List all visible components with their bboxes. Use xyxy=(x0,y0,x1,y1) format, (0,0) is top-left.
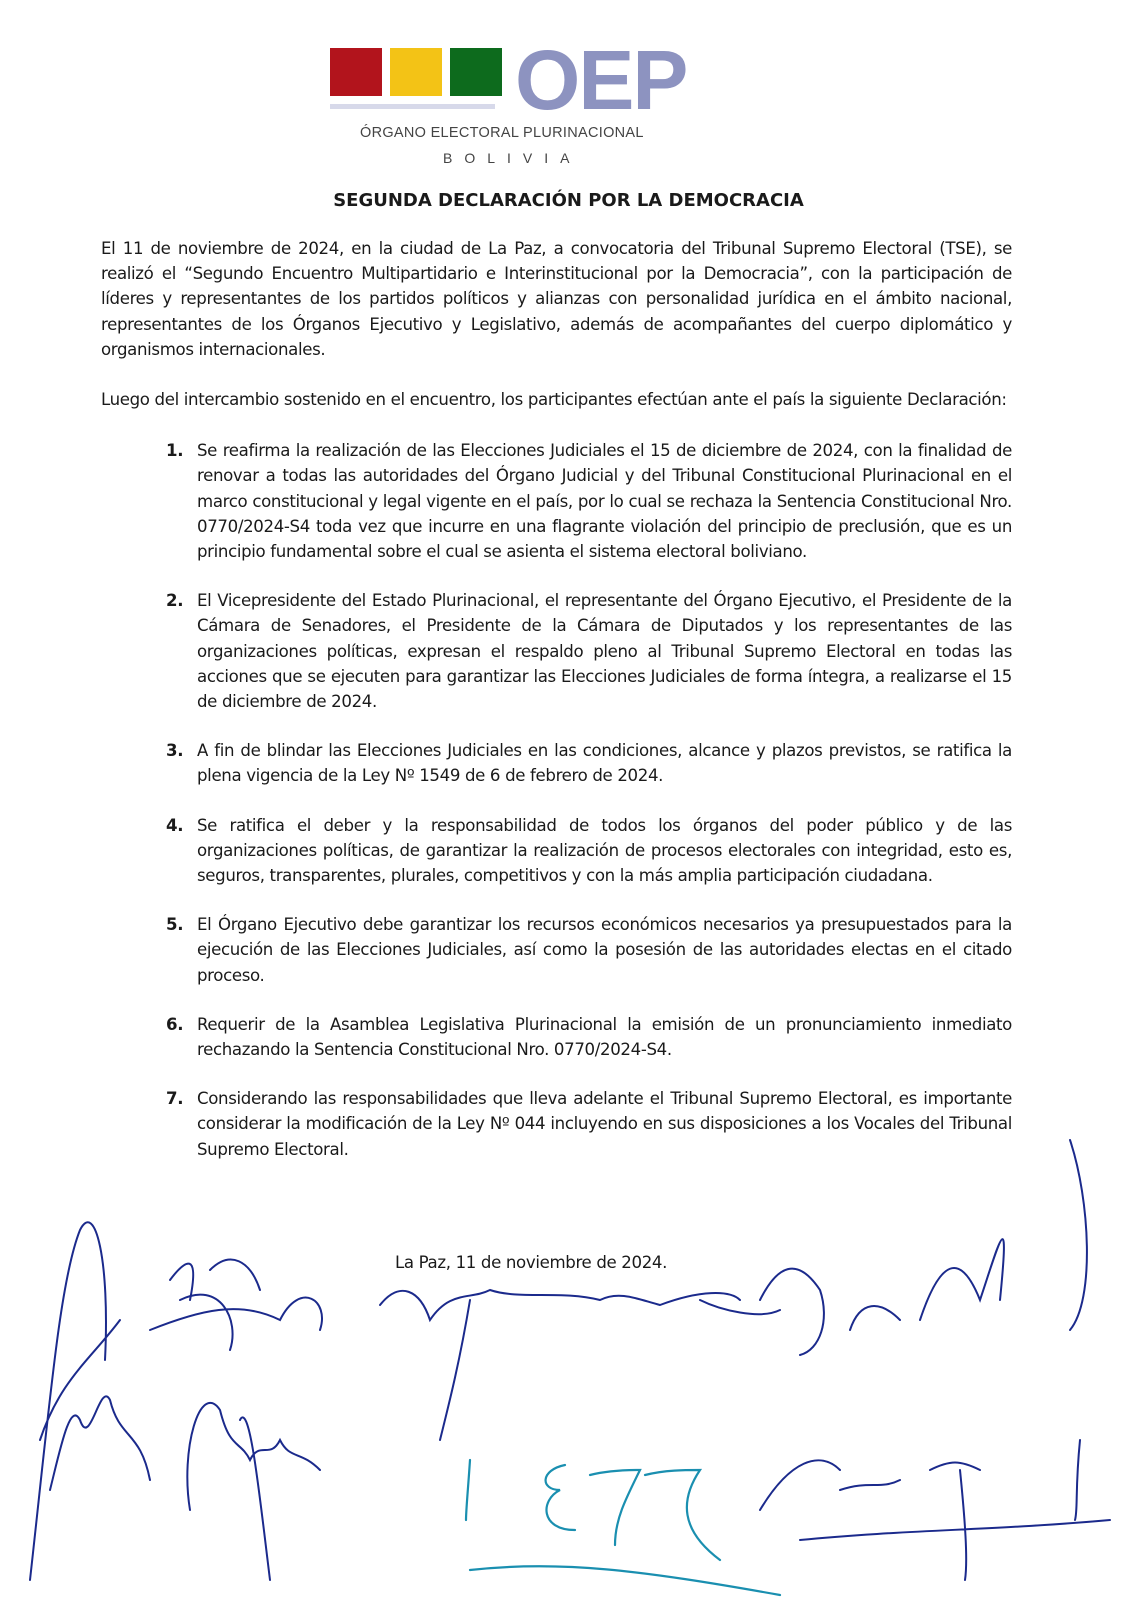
item-number: 4. xyxy=(166,815,184,835)
declaration-item xyxy=(166,912,1012,988)
item-number: 3. xyxy=(166,741,184,761)
document-body xyxy=(101,236,1012,1186)
signature-7 xyxy=(466,1460,780,1595)
declaration-item xyxy=(166,1086,1012,1162)
declaration-item xyxy=(166,588,1012,714)
country-name: BOLIVIA xyxy=(443,150,582,166)
oep-logo xyxy=(330,33,710,166)
signature-2 xyxy=(150,1295,322,1580)
logo-red-square xyxy=(330,48,382,96)
place-date: La Paz, 11 de noviembre de 2024. xyxy=(395,1253,668,1272)
logo-underline xyxy=(330,104,495,109)
signature-6 xyxy=(760,1440,1110,1580)
declaration-list xyxy=(101,438,1012,1162)
declaration-item xyxy=(166,438,1012,564)
item-text: Considerando las responsabilidades que lleva adelante el Tribunal Supremo Electoral, es importante considerar la modificación de la Ley Nº 044 incluyendo en sus disposiciones a los Vocales del Tribunal Supremo Electoral. xyxy=(197,1089,1012,1159)
logo-text: OEP xyxy=(515,33,687,127)
logo-green-square xyxy=(450,48,502,96)
item-text: Se ratifica el deber y la responsabilidad de todos los órganos del poder público y de las organizaciones políticas, de garantizar la realización de procesos electorales con integridad, esto es, seguros, transparentes, plurales, competitivos y con la más amplia participación ciudadana. xyxy=(197,815,1012,886)
logo-yellow-square xyxy=(390,48,442,96)
item-number: 1. xyxy=(166,441,184,461)
declaration-item xyxy=(166,813,1012,889)
intro-paragraph: El 11 de noviembre de 2024, en la ciudad de La Paz, a convocatoria del Tribunal Supremo Electoral (TSE), se realizó el “Segundo Encuentro Multipartidario e Interinstitucional por la Democracia”, con la participación de líderes y representantes de los partidos políticos y alianzas con personalidad jurídica en el ámbito nacional, representantes de los Órganos Ejecutivo y Legislativo, además de acompañantes del cuerpo diplomático y organismos internacionales. xyxy=(101,239,1012,359)
item-text: El Vicepresidente del Estado Plurinacional, el representante del Órgano Ejecutivo, el Presidente de la Cámara de Senadores, el Presidente de la Cámara de Diputados y los representantes de las organizaciones políticas, expresan el respaldo pleno al Tribunal Supremo Electoral en todas las acciones que se ejecuten para garantizar las Elecciones Judiciales de forma íntegra, a realizarse el 15 de diciembre de 2024. xyxy=(197,591,1012,712)
item-text: El Órgano Ejecutivo debe garantizar los recursos económicos necesarios ya presupuestados para la ejecución de las Elecciones Judiciales, así como la posesión de las autoridades electas en el citado proceso. xyxy=(197,915,1012,985)
item-text: Se reafirma la realización de las Elecciones Judiciales el 15 de diciembre de 2024, con la finalidad de renovar a todas las autoridades del Órgano Judicial y del Tribunal Constitucional Plurinacional en el marco constitucional y legal vigente en el país, por lo cual se rechaza la Sentencia Constitucional Nro. 0770/2024-S4 toda vez que incurre en una flagrante violación del principio de preclusión, que es un principio fundamental sobre el cual se asienta el sistema electoral boliviano. xyxy=(197,441,1012,562)
signature-4 xyxy=(380,1290,740,1440)
signature-3 xyxy=(170,1260,260,1300)
declaration-item xyxy=(166,738,1012,788)
document-title: SEGUNDA DECLARACIÓN POR LA DEMOCRACIA xyxy=(333,190,804,211)
signature-1 xyxy=(30,1222,150,1580)
declaration-item xyxy=(166,1012,1012,1062)
item-text: A fin de blindar las Elecciones Judiciales en las condiciones, alcance y plazos previstos, se ratifica la plena vigencia de la Ley Nº 1549 de 6 de febrero de 2024. xyxy=(197,741,1012,786)
item-number: 5. xyxy=(166,915,184,935)
item-number: 7. xyxy=(166,1089,184,1109)
item-text: Requerir de la Asamblea Legislativa Plurinacional la emisión de un pronunciamiento inmediato rechazando la Sentencia Constitucional Nro. 0770/2024-S4. xyxy=(197,1014,1012,1060)
item-number: 6. xyxy=(166,1014,184,1034)
organization-name: ÓRGANO ELECTORAL PLURINACIONAL xyxy=(360,125,644,141)
item-number: 2. xyxy=(166,591,184,611)
lead-paragraph: Luego del intercambio sostenido en el encuentro, los participantes efectúan ante el país la siguiente Declaración: xyxy=(101,390,1007,410)
